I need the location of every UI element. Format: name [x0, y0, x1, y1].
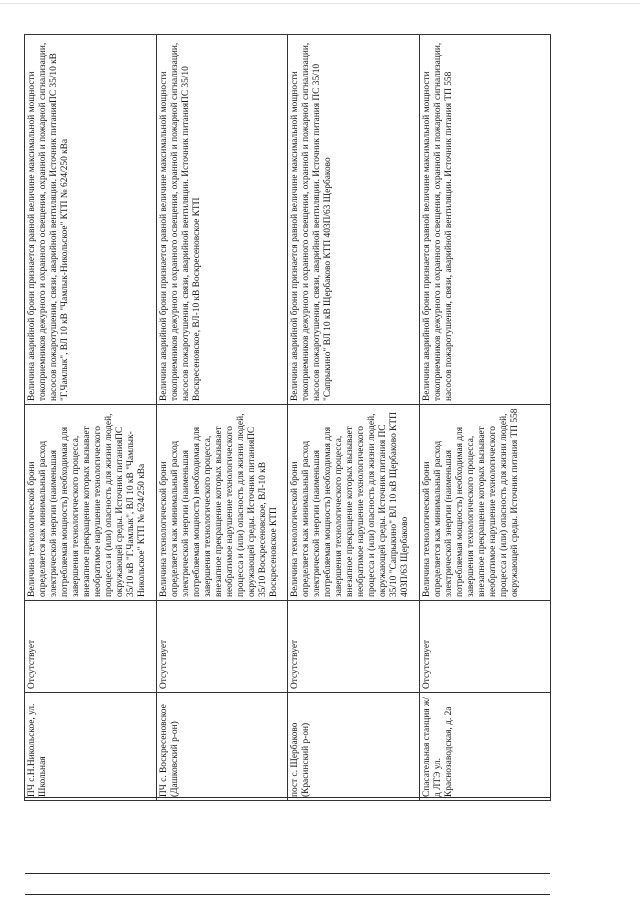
table-row — [288, 35, 420, 801]
presence-cell: Отсутствует — [156, 601, 288, 693]
emergency-reserve-cell: Величина аварийной брони признается равной величине максимальной мощности токоприемников дежурного и охранного освещения, охранной и пожарной сигнализации, насосов пожаротушения, связи, аварийной вентиляции. Источник питанияПС 35/10 кВ "Г.Чамлык", ВЛ 10 кВ "Чамлык-Никольское" КТП № 624/250 кВа — [25, 35, 157, 405]
technological-reserve-cell: Величина технологической брони определяется как минимальный расход электрической энергии (наименьшая потребляемая мощность) необходимая для завершения технологического процесса, внезапное прекращение которых вызывает необратимое нарушение технологического процесса и (или) опасность для жизни людей, окружающей среды. Источник питания ТП 558 — [419, 405, 551, 601]
rotated-page-content — [24, 0, 550, 906]
presence-cell: Отсутствует — [288, 601, 420, 693]
presence-cell: Отсутствует — [419, 601, 551, 693]
object-cell: пост с. Щербаково (Красинский р-он) — [288, 693, 420, 801]
emergency-reserve-cell: Величина аварийной брони признается равной величине максимальной мощности токоприемников дежурного и охранного освещения, охранной и пожарной сигнализации, насосов пожаротушения, связи, аварийной вентиляции. Источник питания ТП 558 — [419, 35, 551, 405]
horizontal-rule — [25, 797, 550, 798]
table-row — [25, 35, 157, 801]
emergency-reserve-cell: Величина аварийной брони признается равной величине максимальной мощности токоприемников дежурного и охранного освещения, охранной и пожарной сигнализации, насосов пожаротушения, связи, аварийной вентиляции. Источник питанияПС 35/10 Воскресеновское, ВЛ-10 кВ Воскресеновское КТП — [156, 35, 288, 405]
technological-reserve-cell: Величина технологической брони определяется как минимальный расход электрической энергии (наименьшая потребляемая мощность) необходимая для завершения технологического процесса, внезапное прекращение которых вызывает необратимое нарушение технологического процесса и (или) опасность для жизни людей, окружающей среды. Источник питанияПС 35/10 Воскресеновское, ВЛ-10 кВ Воскресеновское КТП — [156, 405, 288, 601]
technological-reserve-cell: Величина технологической брони определяется как минимальный расход электрической энергии (наименьшая потребляемая мощность) необходимая для завершения технологического процесса, внезапное прекращение которых вызывает необратимое нарушение технологического процесса и (или) опасность для жизни людей, окружающей среды. Источник питанияПС 35/10 кВ "Г.Чамлык", ВЛ 10 кВ "Чамлык-Никольское" КТП № 624/250 кВа — [25, 405, 157, 601]
object-cell: ПЧ с.Н.Никольское, ул. Школьная — [25, 693, 157, 801]
technological-reserve-cell: Величина технологической брони определяется как минимальный расход электрической энергии (наименьшая потребляемая мощность) необходимая для завершения технологического процесса, внезапное прекращение которых вызывает необратимое нарушение технологического процесса и (или) опасность для жизни людей, окружающей среды. Источник питания ПС 35/10 "Сапрыкино" ВЛ 10 кВ Щербаково КТП 403П/63 Щербаково — [288, 405, 420, 601]
horizontal-rule — [25, 873, 550, 874]
table-rotation-wrapper — [24, 35, 550, 801]
emergency-reserve-cell: Величина аварийной брони признается равной величине максимальной мощности токоприемников дежурного и охранного освещения, охранной и пожарной сигнализации, насосов пожаротушения, связи, аварийной вентиляции. Источник питания ПС 35/10 "Сапрыкино" ВЛ 10 кВ Щербаково КТП 403П/63 Щербаково — [288, 35, 420, 405]
horizontal-rule — [25, 894, 550, 895]
table-row — [419, 35, 551, 801]
table-row — [156, 35, 288, 801]
object-cell: ПЧ с. Воскресеновское (Дашковский р-он) — [156, 693, 288, 801]
presence-cell: Отсутствует — [25, 601, 157, 693]
object-cell: Спасательная станция ж/д ЛТЭ ул. Краснозаводская, д. 2а — [419, 693, 551, 801]
power-reserve-table — [24, 34, 551, 801]
